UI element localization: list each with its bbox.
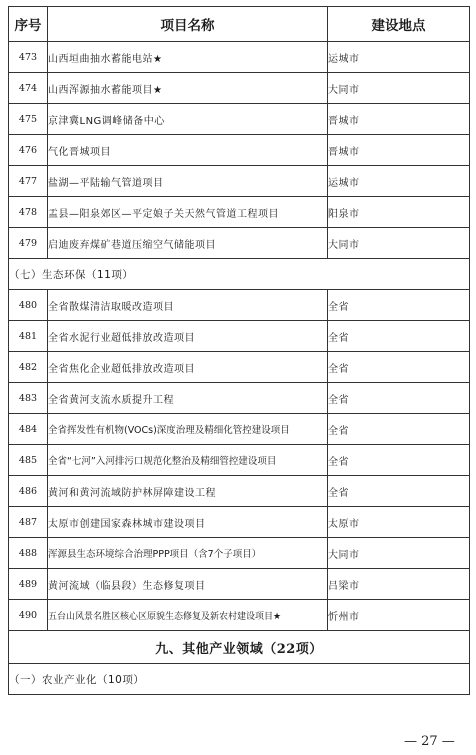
row-location: 阳泉市: [328, 197, 470, 228]
row-project-name: 五台山风景名胜区核心区原貌生态修复及新农村建设项目★: [48, 600, 328, 631]
row-project-name: 全省散煤清洁取暖改造项目: [48, 290, 328, 321]
table-row: [9, 507, 470, 538]
table-row: [9, 73, 470, 104]
table-row: [9, 538, 470, 569]
row-project-name: 全省水泥行业超低排放改造项目: [48, 321, 328, 352]
row-location: 太原市: [328, 507, 470, 538]
row-location: 大同市: [328, 538, 470, 569]
row-number: 478: [9, 197, 48, 228]
table-row: [9, 135, 470, 166]
row-project-name: 盂县—阳泉郊区—平定娘子关天然气管道工程项目: [48, 197, 328, 228]
row-number: 479: [9, 228, 48, 259]
row-location: 全省: [328, 321, 470, 352]
table-row: [9, 383, 470, 414]
row-project-name: 气化晋城项目: [48, 135, 328, 166]
row-project-name: 黄河流域（临县段）生态修复项目: [48, 569, 328, 600]
row-project-name: 山西垣曲抽水蓄能电站★: [48, 42, 328, 73]
row-number: 474: [9, 73, 48, 104]
table-header-row: [9, 7, 470, 42]
table-row: [9, 414, 470, 445]
table-row: [9, 445, 470, 476]
row-project-name: 浑源县生态环境综合治理PPP项目（含7个子项目）: [48, 538, 328, 569]
row-location: 全省: [328, 476, 470, 507]
row-location: 全省: [328, 414, 470, 445]
row-project-name: 太原市创建国家森林城市建设项目: [48, 507, 328, 538]
row-number: 482: [9, 352, 48, 383]
row-number: 473: [9, 42, 48, 73]
table-row: [9, 104, 470, 135]
row-location: 运城市: [328, 166, 470, 197]
row-number: 481: [9, 321, 48, 352]
row-number: 485: [9, 445, 48, 476]
row-location: 晋城市: [328, 135, 470, 166]
row-number: 476: [9, 135, 48, 166]
row-project-name: 全省黄河支流水质提升工程: [48, 383, 328, 414]
row-number: 484: [9, 414, 48, 445]
row-project-name: 启迪废弃煤矿巷道压缩空气储能项目: [48, 228, 328, 259]
table-row: [9, 600, 470, 631]
row-location: 忻州市: [328, 600, 470, 631]
row-location: 全省: [328, 445, 470, 476]
row-location: 全省: [328, 383, 470, 414]
row-project-name: 全省挥发性有机物(VOCs)深度治理及精细化管控建设项目: [48, 414, 328, 445]
row-location: 运城市: [328, 42, 470, 73]
row-number: 486: [9, 476, 48, 507]
row-project-name: 黄河和黄河流域防护林屏障建设工程: [48, 476, 328, 507]
table-row: [9, 569, 470, 600]
row-number: 475: [9, 104, 48, 135]
section-heading-eco: （七）生态环保（11项）: [9, 259, 470, 290]
chapter-heading-other: 九、其他产业领域（22项）: [9, 631, 470, 664]
row-project-name: 京津冀LNG调峰储备中心: [48, 104, 328, 135]
row-location: 大同市: [328, 73, 470, 104]
chapter-row: [9, 631, 470, 664]
row-location: 大同市: [328, 228, 470, 259]
row-number: 490: [9, 600, 48, 631]
table-row: [9, 476, 470, 507]
table-row: [9, 321, 470, 352]
table-row: [9, 197, 470, 228]
row-location: 晋城市: [328, 104, 470, 135]
table-row: [9, 166, 470, 197]
row-number: 477: [9, 166, 48, 197]
row-number: 488: [9, 538, 48, 569]
project-table: [8, 6, 470, 695]
page-number: — 27 —: [404, 734, 455, 749]
table-row: [9, 290, 470, 321]
table-row: [9, 42, 470, 73]
table-row: [9, 352, 470, 383]
header-location: 建设地点: [328, 7, 470, 42]
row-project-name: 全省“七河”入河排污口规范化整治及精细管控建设项目: [48, 445, 328, 476]
row-location: 全省: [328, 290, 470, 321]
row-location: 吕梁市: [328, 569, 470, 600]
row-number: 480: [9, 290, 48, 321]
section-row: [9, 259, 470, 290]
row-project-name: 全省焦化企业超低排放改造项目: [48, 352, 328, 383]
row-number: 487: [9, 507, 48, 538]
row-project-name: 山西浑源抽水蓄能项目★: [48, 73, 328, 104]
row-number: 483: [9, 383, 48, 414]
header-project-name: 项目名称: [48, 7, 328, 42]
row-project-name: 盐湖—平陆输气管道项目: [48, 166, 328, 197]
section-row: [9, 664, 470, 695]
row-location: 全省: [328, 352, 470, 383]
table-body: [9, 42, 470, 695]
header-serial-number: 序号: [9, 7, 48, 42]
table-row: [9, 228, 470, 259]
section-heading-agri: （一）农业产业化（10项）: [9, 664, 470, 695]
row-number: 489: [9, 569, 48, 600]
